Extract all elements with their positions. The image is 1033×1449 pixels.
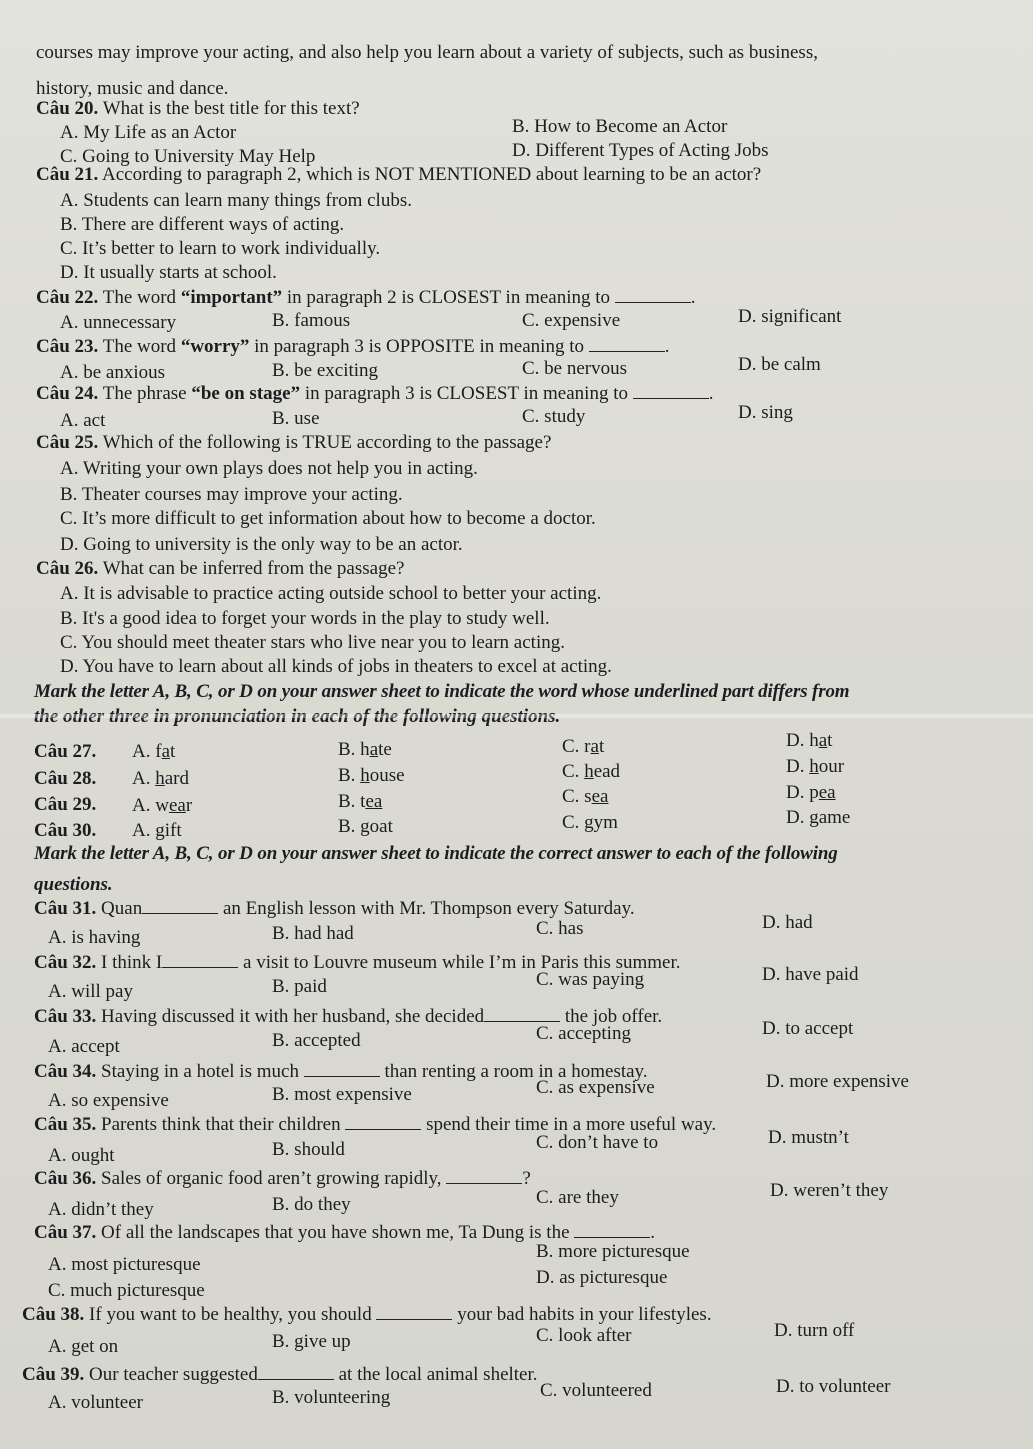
option-d[interactable]: D. turn off <box>774 1320 855 1341</box>
option-b[interactable]: B. goat <box>338 816 393 837</box>
option-d[interactable]: D. pea <box>786 782 836 803</box>
question-text: in paragraph 3 is CLOSEST in meaning to <box>300 383 628 404</box>
option-a[interactable]: A. My Life as an Actor <box>60 122 237 143</box>
question-23: Câu 23. The word “worry” in paragraph 3 is OPPOSITE in meaning to . <box>36 336 670 357</box>
option-a[interactable]: A. ought <box>48 1145 115 1166</box>
question-number: Câu 29. <box>34 794 97 815</box>
option-a[interactable]: A. so expensive <box>48 1090 169 1111</box>
paper-fold <box>0 714 1033 718</box>
option-d[interactable]: D. be calm <box>738 354 821 375</box>
question-number: Câu 32. <box>34 952 97 973</box>
option-b[interactable]: B. It's a good idea to forget your words in the play to study well. <box>60 608 550 629</box>
question-20 <box>36 98 360 120</box>
option-c[interactable]: C. Going to University May Help <box>60 146 316 167</box>
option-a[interactable]: A. didn’t they <box>48 1199 154 1220</box>
answer-blank <box>162 951 238 968</box>
option-a[interactable]: A. volunteer <box>48 1392 143 1413</box>
question-number: Câu 25. <box>36 432 99 453</box>
option-a[interactable]: A. accept <box>48 1036 120 1057</box>
question-number: Câu 39. <box>22 1364 85 1385</box>
question-number: Câu 27. <box>34 741 97 762</box>
option-b[interactable]: B. most expensive <box>272 1084 412 1105</box>
option-b[interactable]: B. had had <box>272 923 354 944</box>
option-a[interactable]: A. is having <box>48 927 141 948</box>
option-a[interactable]: A. It is advisable to practice acting outside school to better your acting. <box>60 583 602 604</box>
option-c[interactable]: C. don’t have to <box>536 1132 659 1153</box>
option-b[interactable]: B. should <box>272 1139 345 1160</box>
option-d[interactable]: D. Different Types of Acting Jobs <box>512 140 769 161</box>
question-text: What is the best title for this text? <box>102 98 360 119</box>
option-b[interactable]: B. paid <box>272 976 327 997</box>
option-d[interactable]: D. to volunteer <box>776 1376 891 1397</box>
question-text: in paragraph 2 is CLOSEST in meaning to <box>282 287 611 308</box>
option-b[interactable]: B. volunteering <box>272 1387 391 1408</box>
option-a[interactable]: A. most picturesque <box>48 1254 201 1275</box>
option-d[interactable]: D. Going to university is the only way to be an actor. <box>60 534 463 555</box>
option-b[interactable]: B. famous <box>272 310 351 331</box>
option-c[interactable]: C. much picturesque <box>48 1280 205 1301</box>
option-a[interactable]: A. Students can learn many things from clubs. <box>60 190 412 211</box>
question-31: Câu 31. Quan an English lesson with Mr. Thompson every Saturday. <box>34 898 635 919</box>
answer-blank <box>633 382 709 399</box>
option-c[interactable]: C. accepting <box>536 1023 631 1044</box>
question-number: Câu 37. <box>34 1222 97 1243</box>
question-39: Câu 39. Our teacher suggested at the local animal shelter. <box>22 1364 538 1385</box>
option-b[interactable]: B. tea <box>338 791 383 812</box>
question-number: Câu 36. <box>34 1168 97 1189</box>
option-c[interactable]: C. has <box>536 918 584 939</box>
option-a[interactable]: A. unnecessary <box>60 312 177 333</box>
option-d[interactable]: D. have paid <box>762 964 859 985</box>
question-number: Câu 23. <box>36 336 99 357</box>
option-d[interactable]: D. as picturesque <box>536 1267 668 1288</box>
option-d[interactable]: D. hour <box>786 756 845 777</box>
option-a[interactable]: A. wear <box>132 795 193 816</box>
question-text: The word <box>102 287 181 308</box>
option-d[interactable]: D. mustn’t <box>768 1127 849 1148</box>
question-number: Câu 33. <box>34 1006 97 1027</box>
option-d[interactable]: D. weren’t they <box>770 1180 889 1201</box>
instruction-pronunciation-cont: the other three in pronunciation in each of the following questions. <box>34 706 561 727</box>
instruction-pronunciation: Mark the letter A, B, C, or D on your answer sheet to indicate the word whose underlined part differs from <box>34 681 850 702</box>
question-number: Câu 38. <box>22 1304 85 1325</box>
option-d[interactable]: D. more expensive <box>766 1071 909 1092</box>
option-a[interactable]: A. be anxious <box>60 362 166 383</box>
option-c[interactable]: C. be nervous <box>522 358 628 379</box>
option-d[interactable]: D. sing <box>738 402 793 423</box>
option-c[interactable]: C. It’s more difficult to get information about how to become a doctor. <box>60 508 596 529</box>
question-35: Câu 35. Parents think that their children spend their time in a more useful way. <box>34 1114 717 1135</box>
option-a[interactable]: A. get on <box>48 1336 119 1357</box>
option-d[interactable]: D. It usually starts at school. <box>60 262 277 283</box>
option-d[interactable]: D. game <box>786 807 851 828</box>
option-c[interactable]: C. volunteered <box>540 1380 652 1401</box>
option-d[interactable]: D. You have to learn about all kinds of jobs in theaters to excel at acting. <box>60 656 612 677</box>
answer-blank <box>589 335 665 352</box>
option-b[interactable]: B. accepted <box>272 1030 361 1051</box>
option-d[interactable]: D. had <box>762 912 813 933</box>
option-b[interactable]: B. give up <box>272 1331 351 1352</box>
answer-blank <box>615 286 691 303</box>
answer-blank <box>574 1221 650 1238</box>
option-c[interactable]: C. gym <box>562 812 618 833</box>
instruction-grammar: Mark the letter A, B, C, or D on your answer sheet to indicate the correct answer to each of the following <box>34 843 838 864</box>
question-text: According to paragraph 2, which is NOT MENTIONED about learning to be an actor? <box>102 164 762 185</box>
key-word: “be on stage” <box>191 383 301 404</box>
question-25 <box>36 432 551 454</box>
key-word: “important” <box>180 287 283 308</box>
question-text: in paragraph 3 is OPPOSITE in meaning to <box>249 336 584 357</box>
question-number: Câu 20. <box>36 98 99 119</box>
option-c[interactable]: C. are they <box>536 1187 619 1208</box>
passage-line: courses may improve your acting, and also help you learn about a variety of subjects, such as business, <box>36 42 818 63</box>
question-33: Câu 33. Having discussed it with her husband, she decided the job offer. <box>34 1006 663 1027</box>
option-a[interactable]: A. fat <box>132 741 176 762</box>
question-number: Câu 30. <box>34 820 97 841</box>
question-24: Câu 24. The phrase “be on stage” in paragraph 3 is CLOSEST in meaning to . <box>36 383 714 404</box>
option-c[interactable]: C. sea <box>562 786 609 807</box>
option-c[interactable]: C. head <box>562 761 621 782</box>
key-word: “worry” <box>180 336 250 357</box>
option-b[interactable]: B. house <box>338 765 405 786</box>
question-number: Câu 28. <box>34 768 97 789</box>
question-text: Which of the following is TRUE according to the passage? <box>102 432 552 453</box>
option-a[interactable]: A. Writing your own plays does not help you in acting. <box>60 458 478 479</box>
question-number: Câu 24. <box>36 383 99 404</box>
question-34: Câu 34. Staying in a hotel is much than renting a room in a homestay. <box>34 1061 648 1082</box>
question-number: Câu 26. <box>36 558 99 579</box>
option-c[interactable]: C. It’s better to learn to work individually. <box>60 238 381 259</box>
answer-blank <box>142 897 218 914</box>
answer-blank <box>446 1167 522 1184</box>
question-26 <box>36 558 404 580</box>
option-a[interactable]: A. gift <box>132 820 182 841</box>
option-d[interactable]: D. to accept <box>762 1018 854 1039</box>
question-number: Câu 31. <box>34 898 97 919</box>
option-c[interactable]: C. look after <box>536 1325 632 1346</box>
question-21 <box>36 164 761 186</box>
answer-blank <box>258 1363 334 1380</box>
option-c[interactable]: C. expensive <box>522 310 621 331</box>
instruction-grammar-cont: questions. <box>34 874 113 895</box>
option-a[interactable]: A. will pay <box>48 981 133 1002</box>
option-b[interactable]: B. do they <box>272 1194 351 1215</box>
question-number: Câu 35. <box>34 1114 97 1135</box>
option-c[interactable]: C. rat <box>562 736 605 757</box>
option-d[interactable]: D. hat <box>786 730 833 751</box>
question-text: What can be inferred from the passage? <box>102 558 405 579</box>
option-a[interactable]: A. hard <box>132 768 189 789</box>
question-number: Câu 22. <box>36 287 99 308</box>
question-37: Câu 37. Of all the landscapes that you have shown me, Ta Dung is the . <box>34 1222 656 1243</box>
answer-blank <box>376 1303 452 1320</box>
option-b[interactable]: B. Theater courses may improve your acting. <box>60 484 403 505</box>
option-c[interactable]: C. study <box>522 406 586 427</box>
option-b[interactable]: B. use <box>272 408 320 429</box>
question-number: Câu 34. <box>34 1061 97 1082</box>
option-c[interactable]: C. You should meet theater stars who live near you to learn acting. <box>60 632 565 653</box>
option-c[interactable]: C. as expensive <box>536 1077 655 1098</box>
option-c[interactable]: C. was paying <box>536 969 645 990</box>
option-d[interactable]: D. significant <box>738 306 842 327</box>
question-36: Câu 36. Sales of organic food aren’t growing rapidly, ? <box>34 1168 531 1189</box>
question-text: The word <box>102 336 181 357</box>
question-number: Câu 21. <box>36 164 99 185</box>
option-b[interactable]: B. hate <box>338 739 392 760</box>
answer-blank <box>345 1113 421 1130</box>
option-b[interactable]: B. be exciting <box>272 360 379 381</box>
answer-blank <box>484 1005 560 1022</box>
option-a[interactable]: A. act <box>60 410 106 431</box>
question-22: Câu 22. The word “important” in paragraph 2 is CLOSEST in meaning to . <box>36 287 696 308</box>
answer-blank <box>304 1060 380 1077</box>
option-b[interactable]: B. There are different ways of acting. <box>60 214 345 235</box>
question-32: Câu 32. I think I a visit to Louvre museum while I’m in Paris this summer. <box>34 952 681 973</box>
option-b[interactable]: B. more picturesque <box>536 1241 690 1262</box>
passage-line: history, music and dance. <box>36 78 229 99</box>
question-38: Câu 38. If you want to be healthy, you should your bad habits in your lifestyles. <box>22 1304 712 1325</box>
option-b[interactable]: B. How to Become an Actor <box>512 116 728 137</box>
question-text: The phrase <box>102 383 192 404</box>
